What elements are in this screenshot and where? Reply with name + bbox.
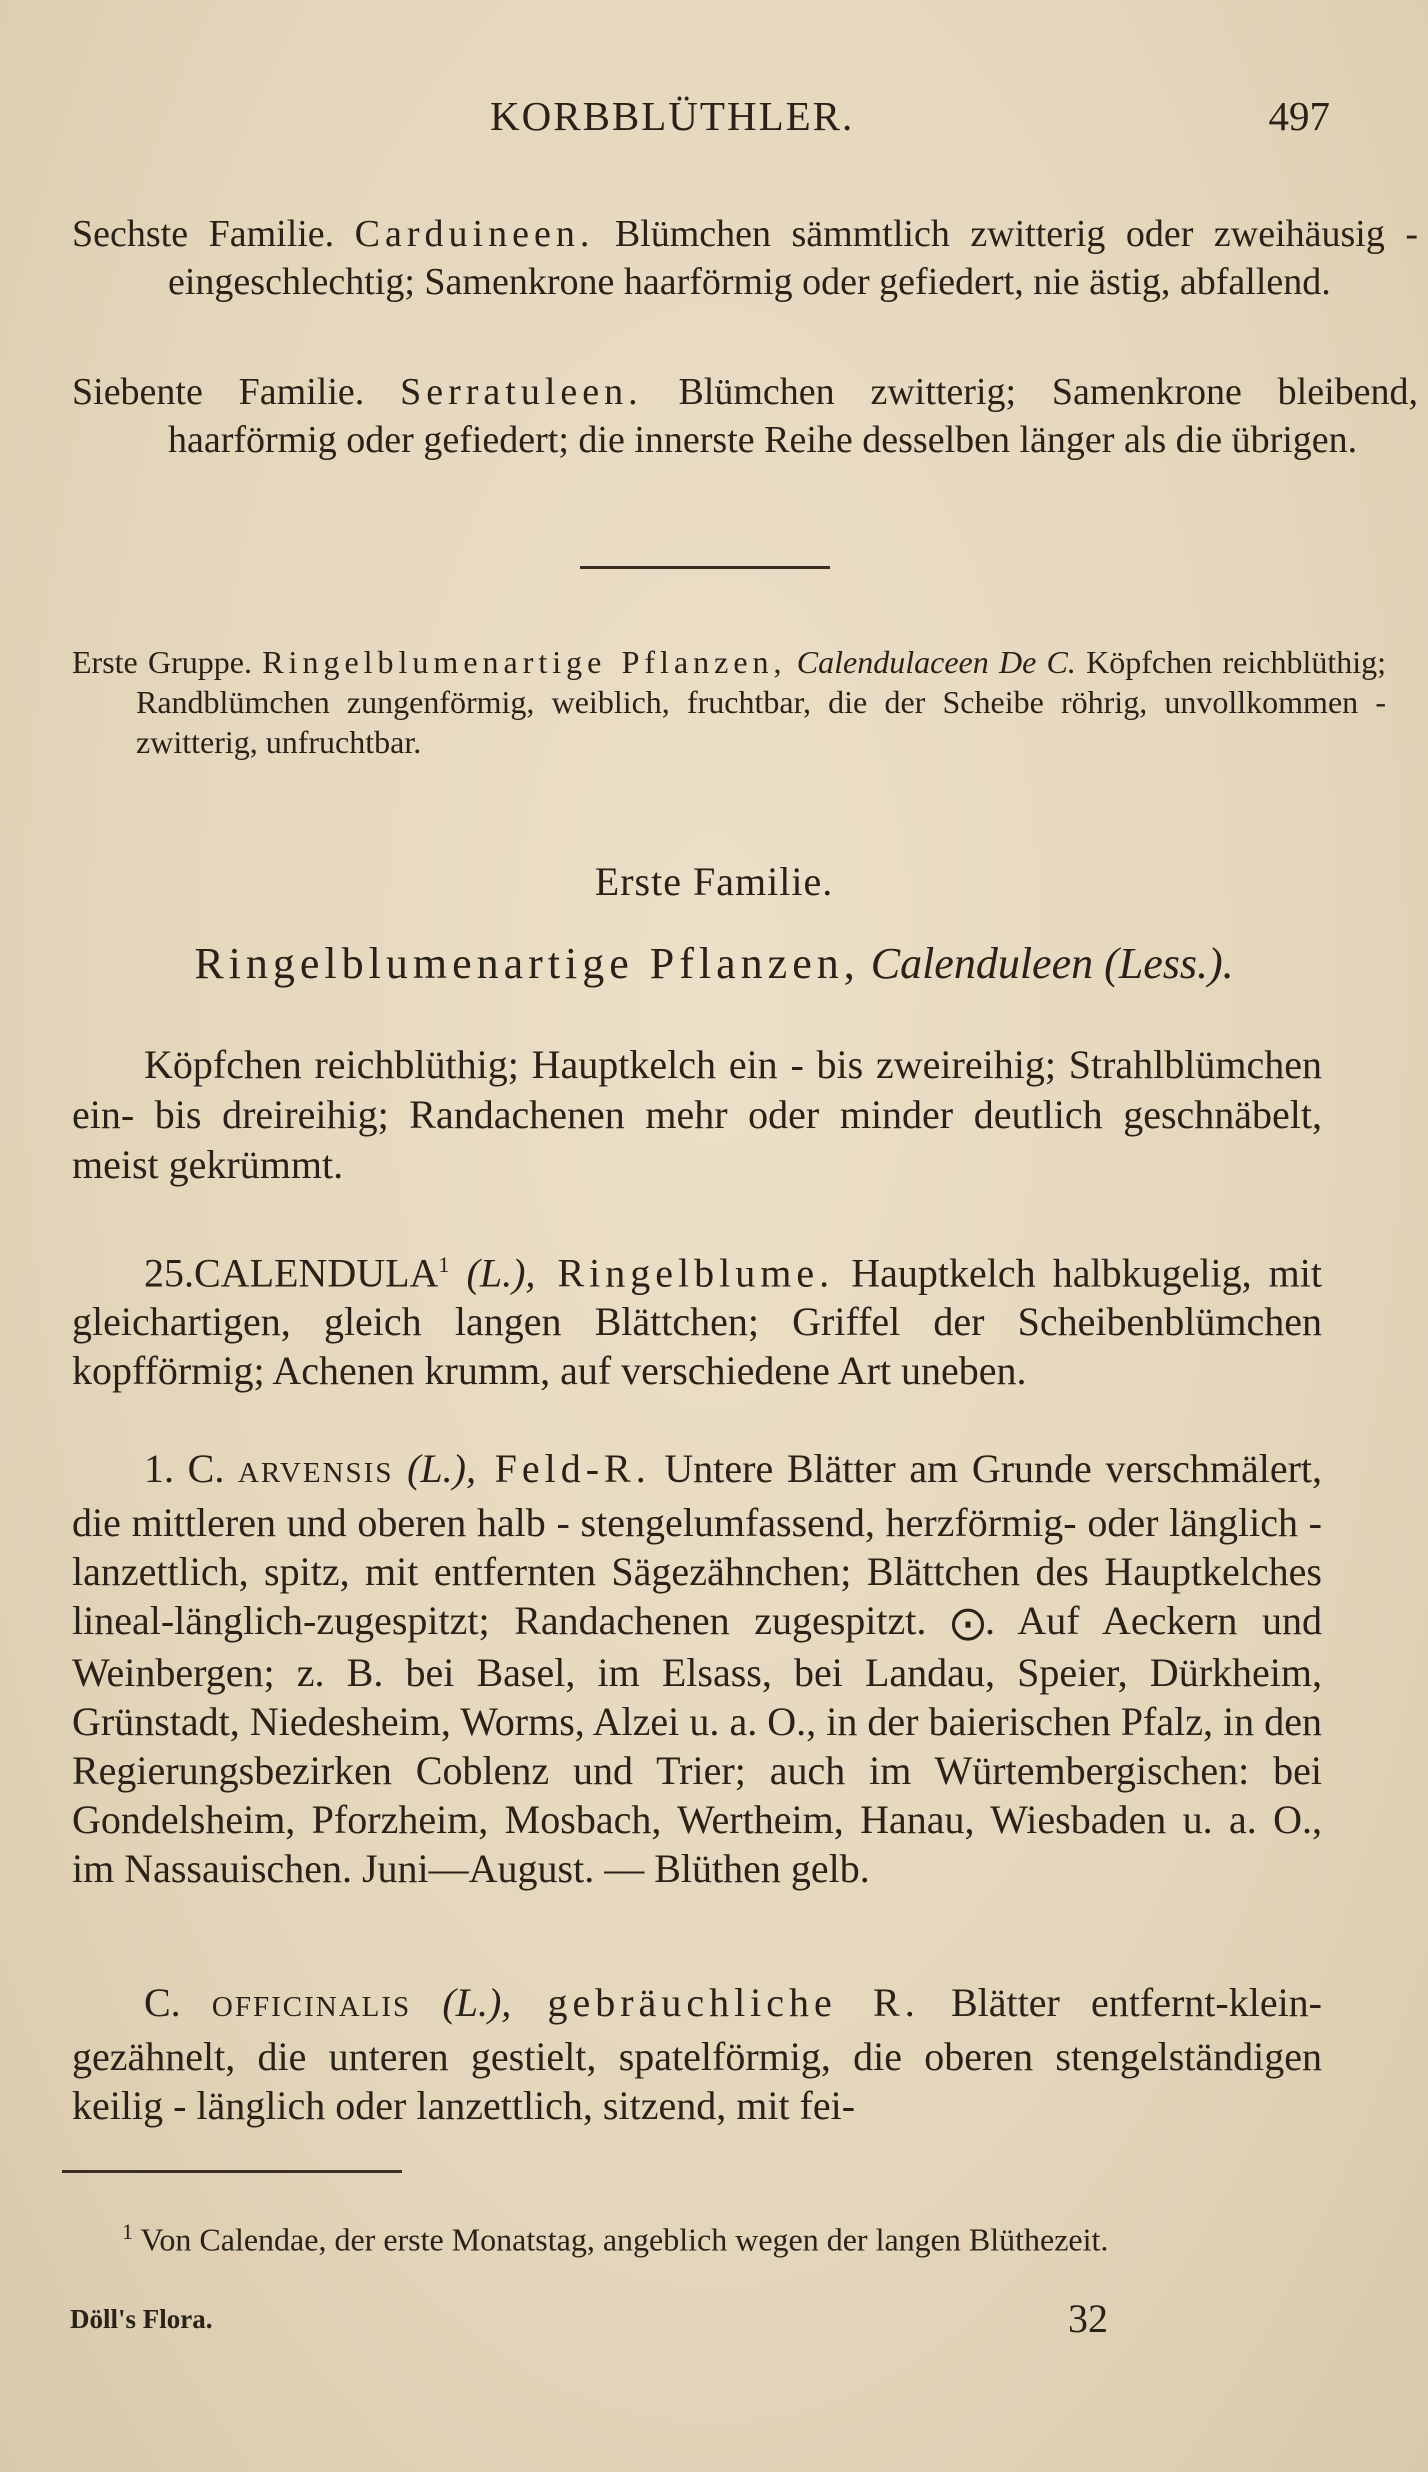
genus-author: (L.),	[449, 1250, 536, 1296]
species-arvensis-entry	[72, 1444, 1322, 1893]
family-name-heading	[0, 938, 1428, 989]
family-6-lead: Sechste Familie.	[72, 213, 355, 255]
species-1-common-name: Feld-R.	[475, 1446, 651, 1491]
section-divider	[580, 566, 830, 569]
footnote-mark: 1	[122, 2219, 133, 2244]
family-latin: Calenduleen (Less.).	[859, 939, 1234, 988]
family-7-entry	[72, 368, 1418, 464]
page-number: 497	[1268, 93, 1330, 139]
group-entry	[72, 642, 1386, 762]
genus-text: Hauptkelch halbkugelig, mit gleichartigen, gleich langen Blättchen; Griffel der Scheibenblümchen kopfförmig; Achenen krumm, auf verschiedene Art uneben.	[72, 1250, 1323, 1394]
group-name: Ringelblumenartige Pflanzen,	[262, 644, 787, 680]
family-6-name: Carduineen.	[354, 213, 595, 255]
sheet-number: 32	[1068, 2296, 1108, 2341]
species-1-number: 1. C.	[144, 1446, 238, 1491]
species-2-author: (L.),	[411, 1980, 512, 2025]
group-latin: Calendulaceen De C.	[786, 644, 1076, 680]
genus-entry	[72, 1240, 1322, 1395]
footnote-divider	[62, 2170, 402, 2173]
family-title: Erste Familie.	[594, 859, 834, 904]
family-6-entry	[72, 210, 1418, 306]
family-7-text: Blümchen zwitterig; Samenkrone bleibend, haarförmig oder gefiedert; die innerste Reihe desselben länger als die übrigen.	[168, 371, 1418, 461]
species-2-prefix: C.	[144, 1980, 212, 2025]
species-1-name: ARVENSIS	[237, 1457, 394, 1489]
species-officinalis-entry	[72, 1978, 1322, 2130]
family-7-lead: Siebente Familie.	[72, 371, 401, 413]
footnote-ref: 1	[438, 1252, 450, 1277]
group-lead: Erste Gruppe.	[72, 644, 263, 680]
species-1-text: Untere Blätter am Grunde verschmälert, die mittleren und oberen halb - stengelumfassend, herzförmig- oder länglich - lanzettlich, spitz, mit entfernten Sägezähnchen; Blättchen des Hauptkelches lineal-länglich-zugespitzt; Randachenen zugespitzt.	[72, 1446, 1323, 1643]
genus-name: CALENDULA	[194, 1250, 439, 1296]
family-description: Köpfchen reichblüthig; Hauptkelch ein - bis zweireihig; Strahlblümchen ein- bis dreireihig; Randachenen mehr oder minder deutlich geschnäbelt, meist gekrümmt.	[72, 1042, 1322, 1187]
species-2-text: Blätter entfernt-klein-gezähnelt, die unteren gestielt, spatelförmig, die oberen stengelständigen keilig - länglich oder lanzettlich, sitzend, mit fei-	[72, 1980, 1323, 2128]
genus-number: 25.	[144, 1250, 194, 1296]
page-header	[490, 92, 1330, 152]
family-7-name: Serratuleen.	[400, 371, 643, 413]
footnote-text: Von Calendae, der erste Monatstag, angeblich wegen der langen Blüthezeit.	[133, 2221, 1109, 2258]
printer-signature: Döll's Flora.	[70, 2304, 213, 2334]
species-2-name: OFFICINALIS	[211, 1991, 412, 2023]
species-1-author: (L.),	[393, 1446, 476, 1491]
species-1-habitat: . Auf Aeckern und Weinbergen; z. B. bei Basel, im Elsass, bei Landau, Speier, Dürkheim, Grünstadt, Niedesheim, Worms, Alzei u. a. O., in der baierischen Pfalz, in den Regierungsbezirken Coblenz und Trier; auch im Würtembergischen: bei Gondelsheim, Pforzheim, Mosbach, Wertheim, Hanau, Wiesbaden u. a. O., im Nassauischen. Juni—August. — Blüthen gelb.	[72, 1598, 1322, 1891]
family-name: Ringelblumenartige Pflanzen,	[194, 939, 860, 988]
annual-symbol-icon: ⨀	[950, 1603, 985, 1643]
family-6-text: Blümchen sämmtlich zwitterig oder zweihäusig - eingeschlechtig; Samenkrone haarförmig oder gefiedert, nie ästig, abfallend.	[168, 213, 1418, 303]
running-head: KORBBLÜTHLER.	[490, 93, 855, 139]
genus-common-name: Ringelblume.	[535, 1250, 835, 1296]
group-text: Köpfchen reichblüthig; Randblümchen zungenförmig, weiblich, fruchtbar, die der Scheibe röhrig, unvollkommen - zwitterig, unfruchtbar.	[136, 644, 1387, 760]
species-2-common-name: gebräuchliche R.	[511, 1980, 920, 2025]
footnote	[62, 2212, 1302, 2260]
